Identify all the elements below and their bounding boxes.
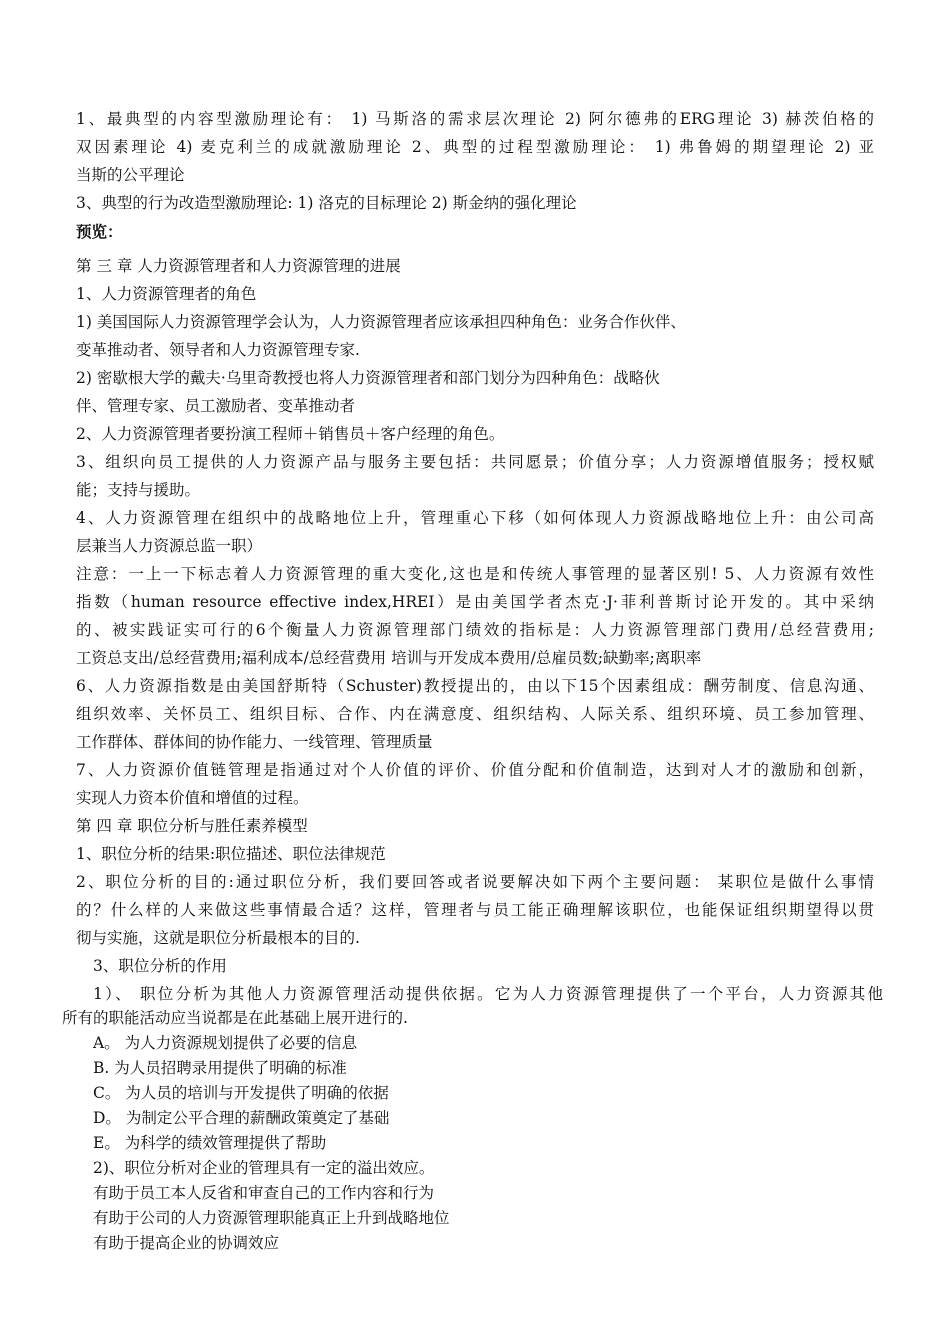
text-line: 2) 密歇根大学的戴夫·乌里奇教授也将人力资源管理者和部门划分为四种角色：战略伙 <box>76 369 660 387</box>
text-line: 1、人力资源管理者的角色 <box>76 285 257 303</box>
text-line: 层兼当人力资源总监一职） <box>76 537 263 555</box>
text-line: 1、最典型的内容型激励理论有： 1) 马斯洛的需求层次理论 2) 阿尔德弗的ERG理论 3) 赫茨伯格的 <box>76 110 874 128</box>
text-line: 双因素理论 4) 麦克利兰的成就激励理论 2、典型的过程型激励理论： 1) 弗鲁姆的期望理论 2) 亚 <box>76 138 874 156</box>
chapter-heading: 第 四 章 职位分析与胜任素养模型 <box>76 817 308 835</box>
text-line: 工作群体、群体间的协作能力、一线管理、管理质量 <box>76 733 433 751</box>
list-item: D。 为制定公平合理的薪酬政策奠定了基础 <box>93 1109 390 1127</box>
text-line: 有助于员工本人反省和审查自己的工作内容和行为 <box>93 1184 435 1202</box>
text-line: 变革推动者、领导者和人力资源管理专家. <box>76 341 360 359</box>
text-line: 工资总支出/总经营费用;福利成本/总经营费用 培训与开发成本费用/总雇员数;缺勤率;离职率 <box>76 649 702 667</box>
text-line: 彻与实施，这就是职位分析最根本的目的. <box>76 929 360 947</box>
text-line: 7、人力资源价值链管理是指通过对个人价值的评价、价值分配和价值制造，达到对人才的激励和创新， <box>76 761 874 779</box>
text-line: 的、被实践证实可行的6个衡量人力资源管理部门绩效的指标是：人力资源管理部门费用/总经营费用; <box>76 621 874 639</box>
text-line: 组织效率、关怀员工、组织目标、合作、内在满意度、组织结构、人际关系、组织环境、员工参加管理、 <box>76 705 874 723</box>
text-line: 的？什么样的人来做这些事情最合适？这样，管理者与员工能正确理解该职位，也能保证组织期望得以贯 <box>76 901 874 919</box>
text-line: 2、人力资源管理者要扮演工程师＋销售员＋客户经理的角色。 <box>76 425 505 443</box>
text-line: 当斯的公平理论 <box>76 166 185 184</box>
text-line: 1、职位分析的结果:职位描述、职位法律规范 <box>76 845 386 863</box>
text-line: 3、职位分析的作用 <box>93 957 227 975</box>
text-line: 1) 美国国际人力资源管理学会认为，人力资源管理者应该承担四种角色：业务合作伙伴、 <box>76 313 686 331</box>
text-line: 2、职位分析的目的:通过职位分析，我们要回答或者说要解决如下两个主要问题： 某职位是做什么事情 <box>76 873 874 891</box>
text-line: 实现人力资本价值和增值的过程。 <box>76 789 309 807</box>
list-item: C。 为人员的培训与开发提供了明确的依据 <box>93 1084 389 1102</box>
text-line: 伴、管理专家、员工激励者、变革推动者 <box>76 397 356 415</box>
list-item: B. 为人员招聘录用提供了明确的标准 <box>93 1059 347 1077</box>
text-line: 1）、 职位分析为其他人力资源管理活动提供依据。它为人力资源管理提供了一个平台，人力资源其他 <box>93 985 883 1003</box>
chapter-heading: 第 三 章 人力资源管理者和人力资源管理的进展 <box>76 257 401 275</box>
text-line: 2)、职位分析对企业的管理具有一定的溢出效应。 <box>93 1159 435 1177</box>
preview-label: 预览： <box>76 222 123 241</box>
text-line: 所有的职能活动应当说都是在此基础上展开进行的. <box>62 1009 408 1027</box>
text-line: 4、人力资源管理在组织中的战略地位上升，管理重心下移（如何体现人力资源战略地位上升：由公司高 <box>76 509 874 527</box>
list-item: E。 为科学的绩效管理提供了帮助 <box>93 1134 327 1152</box>
list-item: A。 为人力资源规划提供了必要的信息 <box>93 1034 358 1052</box>
text-line: 6、人力资源指数是由美国舒斯特（Schuster)教授提出的，由以下15个因素组成：酬劳制度、信息沟通、 <box>76 677 874 695</box>
text-line: 有助于公司的人力资源管理职能真正上升到战略地位 <box>93 1209 450 1227</box>
text-line: 3、典型的行为改造型激励理论: 1) 洛克的目标理论 2) 斯金纳的强化理论 <box>76 194 577 212</box>
text-line: 3、组织向员工提供的人力资源产品与服务主要包括：共同愿景；价值分享；人力资源增值服务；授权赋 <box>76 453 874 471</box>
text-line: 指数（human resource effective index,HREI）是由美国学者杰克·J·菲利普斯讨论开发的。其中采纳 <box>76 593 874 611</box>
text-line: 能；支持与援助。 <box>76 481 201 499</box>
text-line: 有助于提高企业的协调效应 <box>93 1234 280 1252</box>
text-line: 注意：一上一下标志着人力资源管理的重大变化,这也是和传统人事管理的显著区别! 5、人力资源有效性 <box>76 565 874 583</box>
